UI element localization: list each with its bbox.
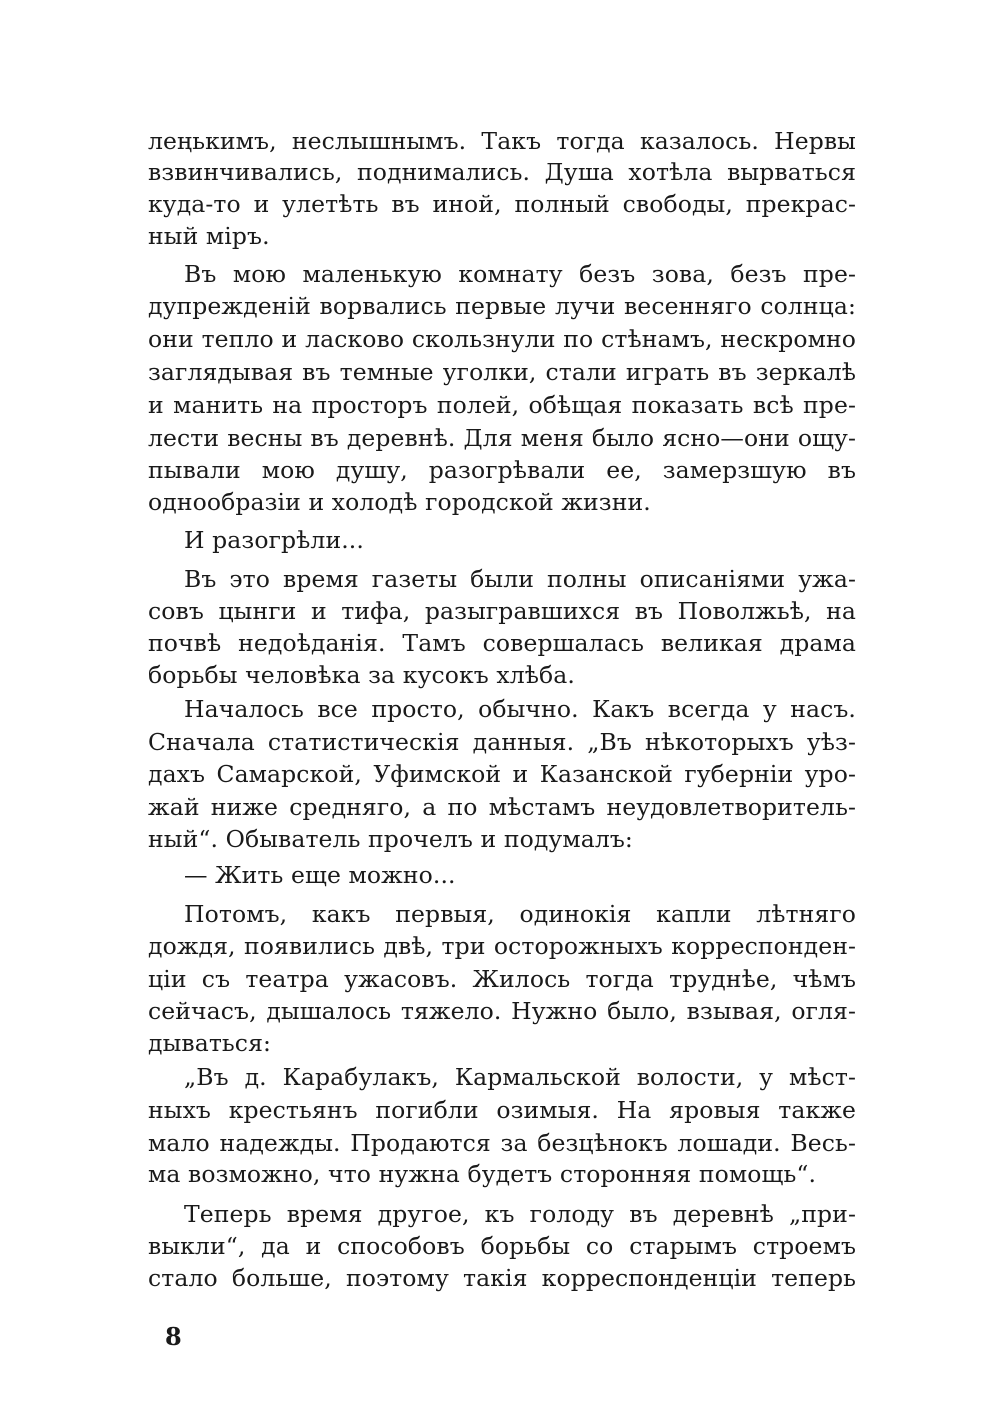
text-line: мало надежды. Продаются за безцѣнокъ лошади. Весь- — [148, 1129, 856, 1157]
text-line: Потомъ, какъ первыя, одинокія капли лѣтняго — [184, 900, 856, 928]
text-line: ціи съ театра ужасовъ. Жилось тогда труднѣе, чѣмъ — [148, 965, 856, 993]
text-line: ный“. Обыватель прочелъ и подумалъ: — [148, 825, 633, 853]
text-line: сейчасъ, дышалось тяжело. Нужно было, взывая, огля- — [148, 997, 856, 1025]
text-line: совъ цынги и тифа, разыгравшихся въ Поволжьѣ, на — [148, 597, 856, 625]
text-line: и манить на просторъ полей, обѣщая показать всѣ пре- — [148, 391, 856, 419]
text-line: Началось все просто, обычно. Какъ всегда у насъ. — [184, 695, 856, 723]
text-line: леңькимъ, неслышнымъ. Такъ тогда казалось. Нервы — [148, 127, 856, 155]
page-number: 8 — [165, 1322, 182, 1351]
text-line: дываться: — [148, 1029, 272, 1057]
text-line: — Жить еще можно... — [184, 861, 456, 889]
text-line: однообразіи и холодѣ городской жизни. — [148, 488, 651, 516]
text-line: И разогрѣли... — [184, 526, 364, 554]
text-line: Въ мою маленькую комнату безъ зова, безъ пре- — [184, 260, 856, 288]
text-line: выкли“, да и способовъ борьбы со старымъ строемъ — [148, 1232, 856, 1260]
text-line: куда-то и улетѣть въ иной, полный свободы, прекрас- — [148, 190, 856, 218]
text-line: стало больше, поэтому такія корреспонденціи теперь — [148, 1264, 856, 1292]
text-line: борьбы человѣка за кусокъ хлѣба. — [148, 661, 575, 689]
text-line: взвинчивались, поднимались. Душа хотѣла вырваться — [148, 158, 856, 186]
text-line: пывали мою душу, разогрѣвали ее, замерзшую въ — [148, 456, 856, 484]
text-line: жай ниже средняго, а по мѣстамъ неудовлетворитель- — [148, 793, 856, 821]
text-line: ныхъ крестьянъ погибли озимыя. На яровыя также — [148, 1096, 856, 1124]
text-line: ма возможно, что нужна будетъ сторонняя помощь“. — [148, 1160, 817, 1188]
text-line: „Въ д. Карабулакъ, Кармальской волости, у мѣст- — [184, 1063, 856, 1091]
text-line: дахъ Самарской, Уфимской и Казанской губерніи уро- — [148, 760, 856, 788]
text-line: дупрежденій ворвались первые лучи весенняго солнца: — [148, 292, 856, 320]
text-line: почвѣ недоѣданія. Тамъ совершалась великая драма — [148, 629, 856, 657]
text-line: ный міръ. — [148, 222, 270, 250]
text-line: заглядывая въ темные уголки, стали играть въ зеркалѣ — [148, 358, 856, 386]
text-line: Теперь время другое, къ голоду въ деревнѣ „при- — [184, 1200, 856, 1228]
text-line: они тепло и ласково скользнули по стѣнамъ, нескромно — [148, 325, 856, 353]
text-line: Сначала статистическія данныя. „Въ нѣкоторыхъ уѣз- — [148, 728, 856, 756]
text-line: Въ это время газеты были полны описаніями ужа- — [184, 565, 856, 593]
text-line: лести весны въ деревнѣ. Для меня было ясно—они ощу- — [148, 424, 856, 452]
text-line: дождя, появились двѣ, три осторожныхъ корреспонден- — [148, 932, 856, 960]
